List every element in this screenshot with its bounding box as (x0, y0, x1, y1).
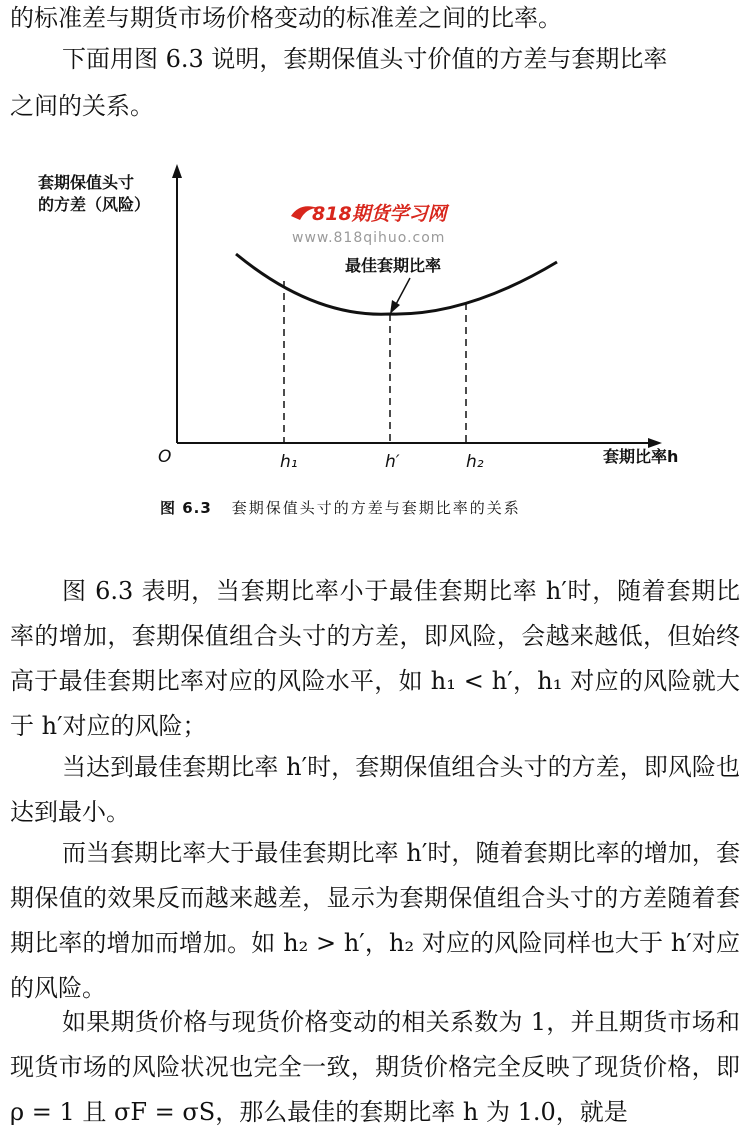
intro-line-3: 之间的关系。 (10, 92, 154, 120)
tick-h1: h₁ (280, 452, 298, 472)
watermark-logo (291, 203, 450, 246)
caption-text: 套期保值头寸的方差与套期比率的关系 (231, 499, 521, 517)
annotation-arrowhead (390, 300, 400, 314)
optimal-ratio-annotation: 最佳套期比率 (345, 256, 442, 275)
intro-line-2: 下面用图 6.3 说明，套期保值头寸价值的方差与套期比率 (62, 45, 668, 73)
paragraph-1: 图 6.3 表明，当套期比率小于最佳套期比率 h′时，随着套期比率的增加，套期保值组合头寸的方差，即风险，会越来越低，但始终高于最佳套期比率对应的风险水平，如 h₁ < h′，h₁ 对应的风险就大于 h′对应的风险； (10, 577, 740, 740)
tick-h2: h₂ (466, 452, 484, 472)
paragraph-4: 如果期货价格与现货价格变动的相关系数为 1，并且期货市场和现货市场的风险状况也完全一致，期货价格完全反映了现货价格，即 ρ = 1 且 σF = σS，那么最佳的套期比率 h 为 1.0，就是 (10, 1008, 740, 1126)
caption-number: 图 6.3 (160, 499, 212, 517)
y-axis-label-2: 的方差（风险） (38, 195, 151, 214)
watermark-title: 818期货学习网 (312, 203, 447, 225)
paragraph-3: 而当套期比率大于最佳套期比率 h′时，随着套期比率的增加，套期保值的效果反而越来越差，显示为套期保值组合头寸的方差随着套期比率的增加而增加。如 h₂ > h′，h₂ 对应的风险同样也大于 h′对应的风险。 (10, 839, 740, 1002)
variance-hedge-ratio-figure (0, 150, 750, 640)
y-axis-label-1: 套期保值头寸 (38, 173, 135, 192)
paragraph-2: 当达到最佳套期比率 h′时，套期保值组合头寸的方差，即风险也达到最小。 (10, 753, 740, 826)
y-axis-arrow (172, 164, 182, 178)
origin-label: O (158, 447, 172, 467)
intro-line-1: 的标准差与期货市场价格变动的标准差之间的比率。 (10, 4, 562, 32)
watermark-url: www.818qihuo.com (292, 230, 446, 246)
x-axis-label: 套期比率h (603, 447, 679, 466)
figure-caption (160, 498, 521, 518)
tick-hopt: h′ (385, 452, 400, 472)
